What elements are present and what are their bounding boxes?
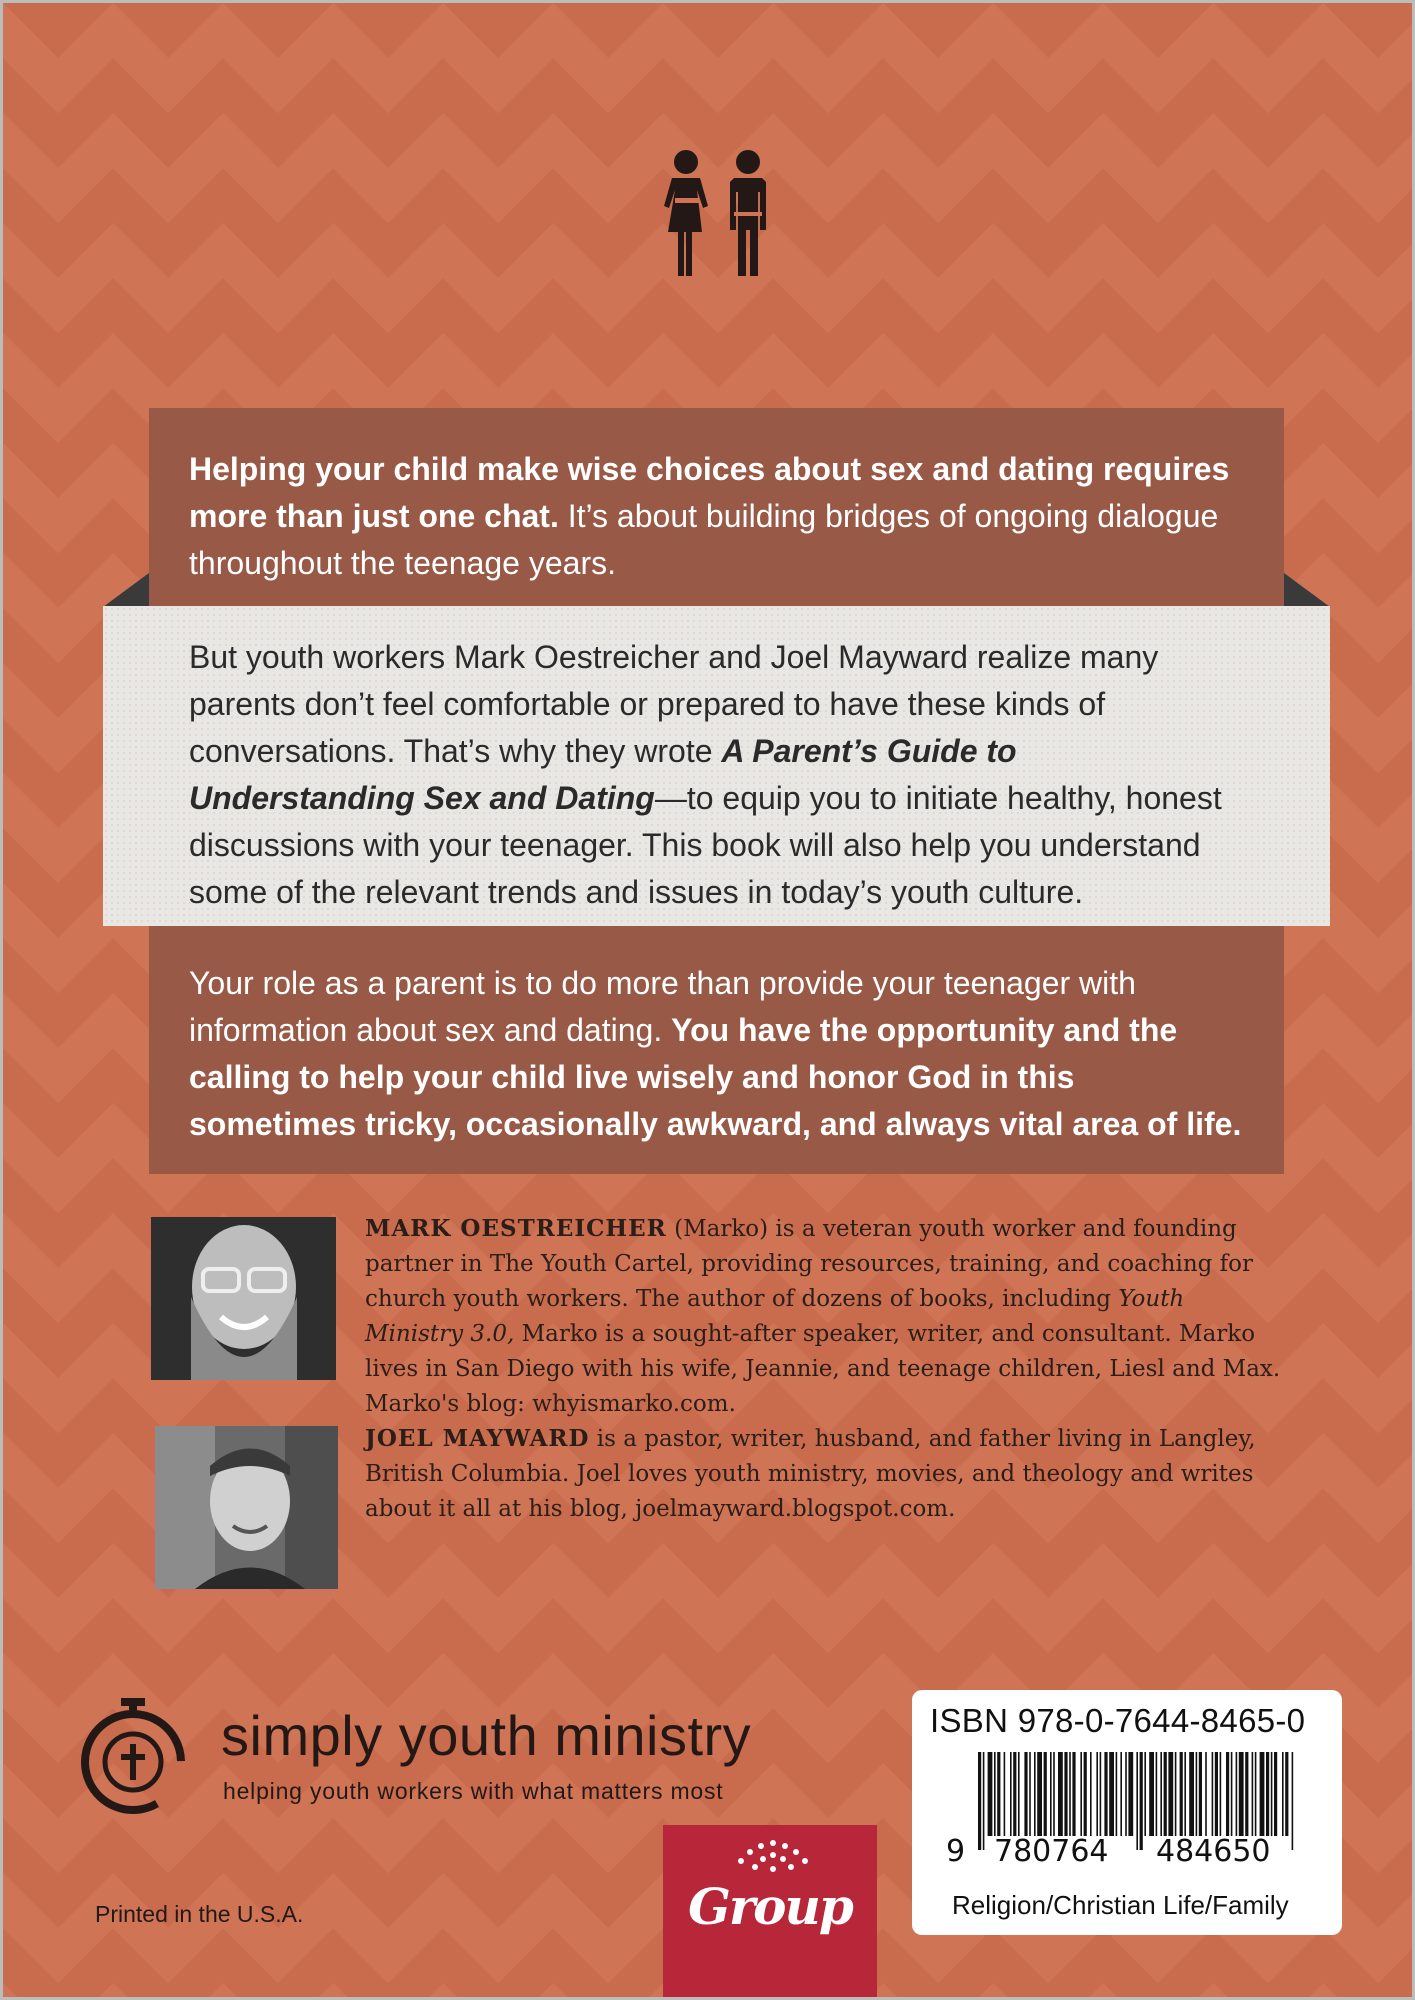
barcode-bar — [1144, 1752, 1146, 1836]
barcode-bar — [1189, 1752, 1194, 1836]
barcode-bar — [1226, 1752, 1229, 1836]
barcode-bar — [1058, 1752, 1063, 1836]
barcode-bar — [1168, 1752, 1173, 1836]
stopwatch-cross-icon — [71, 1696, 195, 1820]
barcode-bar — [1212, 1752, 1214, 1836]
barcode-bar — [988, 1752, 993, 1836]
barcode-bar — [1184, 1752, 1186, 1836]
barcode-bar — [1018, 1752, 1020, 1836]
barcode-bar — [1050, 1752, 1052, 1836]
barcode-bar — [1236, 1752, 1238, 1836]
barcode-bar — [1072, 1752, 1075, 1836]
group-logo — [663, 1825, 877, 1997]
barcode-bar — [1044, 1752, 1047, 1836]
barcode-bar — [1196, 1752, 1198, 1836]
barcode-bar — [1160, 1752, 1162, 1836]
paper-panel — [103, 606, 1330, 926]
author-name: MARK OESTREICHER — [365, 1215, 667, 1242]
barcode-bar — [1053, 1752, 1055, 1836]
barcode-bar — [1010, 1752, 1012, 1836]
bio-text: Marko is a sought-after speaker, writer, and consultant. Marko lives in San Diego with his wife, Jeannie, and teenage children, Liesl and Max. Marko's blog: whyismarko.com. — [365, 1321, 1281, 1417]
barcode-bar — [1084, 1752, 1087, 1836]
barcode-bar — [1274, 1752, 1277, 1836]
description-part2: —to equip you to initiate healthy, honest discussions with your teenager. This book will also help you understand some of the relevant trends and issues in today’s youth culture. — [189, 780, 1222, 910]
barcode-bar — [1136, 1752, 1138, 1850]
author-photo-mark — [151, 1217, 336, 1380]
barcode-bar — [1156, 1752, 1158, 1836]
barcode-bar — [1149, 1752, 1154, 1836]
barcode-bar — [1175, 1752, 1177, 1836]
barcode-bar — [1013, 1752, 1016, 1836]
barcode-bar — [1080, 1752, 1082, 1836]
barcode-bar — [1100, 1752, 1102, 1836]
publisher-tagline: helping youth workers with what matters most — [223, 1778, 724, 1804]
barcode-panel — [912, 1690, 1342, 1935]
barcode-digits-right: 484650 — [1156, 1834, 1271, 1869]
barcode-bar — [1029, 1752, 1031, 1836]
book-reference: Youth Ministry 3.0, — [365, 1286, 1185, 1347]
barcode-bar — [1109, 1752, 1114, 1836]
barcode-bar — [1245, 1752, 1248, 1836]
barcode-bar — [1180, 1752, 1183, 1836]
barcode-bar — [1164, 1752, 1167, 1836]
barcode-bar — [1255, 1752, 1257, 1836]
barcode-bar — [1069, 1752, 1071, 1836]
barcode-bar — [1282, 1752, 1284, 1836]
barcode-bar — [1285, 1752, 1288, 1836]
calling-part1: Your role as a parent is to do more than provide your teenager with information about sex and dating. — [189, 965, 1136, 1048]
barcode-bar — [1125, 1752, 1127, 1836]
author-name: JOEL MAYWARD — [365, 1425, 590, 1452]
barcode-bar — [1239, 1752, 1244, 1836]
barcode-bar — [1292, 1752, 1294, 1850]
description-part1: But youth workers Mark Oestreicher and Joel Mayward realize many parents don’t feel comfortable or prepared to have these kinds of conversations. That’s why they wrote — [189, 639, 1159, 769]
intro-panel — [149, 408, 1284, 606]
bio-text: is a pastor, writer, husband, and father living in Langley, British Columbia. Joel loves youth ministry, movies, and theology and writes about it all at his blog, joelmayward.blogspot.com. — [365, 1426, 1256, 1522]
barcode-bar — [1116, 1752, 1118, 1836]
barcode-bar — [1260, 1752, 1265, 1836]
barcode-bar — [1128, 1752, 1133, 1836]
intro-rest: It’s about building bridges of ongoing dialogue throughout the teenage years. — [189, 498, 1219, 581]
barcode-bar — [1140, 1752, 1143, 1850]
barcode-bar — [1215, 1752, 1218, 1836]
isbn-number: ISBN 978-0-7644-8465-0 — [930, 1702, 1306, 1739]
barcode-bar — [1096, 1752, 1098, 1836]
barcode-bar — [1104, 1752, 1107, 1836]
barcode-bar — [1220, 1752, 1222, 1836]
barcode-bar — [1266, 1752, 1269, 1836]
barcode-bar — [978, 1752, 981, 1850]
barcode-bar — [1120, 1752, 1122, 1836]
barcode-bar — [1064, 1752, 1067, 1836]
book-back-cover — [3, 3, 1412, 1997]
barcode-bar — [1231, 1752, 1233, 1836]
man-woman-icon — [648, 148, 788, 288]
printed-in: Printed in the U.S.A. — [95, 1901, 304, 1927]
barcode-bar — [1199, 1752, 1202, 1836]
barcode-bar — [994, 1752, 996, 1836]
barcode-bar — [1252, 1752, 1254, 1836]
group-wordmark: Group — [688, 1877, 852, 1936]
author-bio-joel — [365, 1421, 1285, 1527]
barcode-bar — [1024, 1752, 1027, 1836]
barcode-bar — [1004, 1752, 1006, 1836]
barcode-bar — [1205, 1752, 1207, 1836]
banner-fold-left — [103, 573, 149, 607]
calling-panel — [149, 926, 1284, 1174]
calling-bold: You have the opportunity and the calling to help your child live wisely and honor God in this sometimes tricky, occasionally awkward, and always vital area of life. — [189, 1012, 1242, 1142]
book-title: A Parent’s Guide to Understanding Sex and Dating — [189, 733, 1017, 816]
banner-fold-right — [1284, 573, 1330, 607]
intro-bold: Helping your child make wise choices about sex and dating requires more than just one chat. — [189, 451, 1230, 534]
barcode-bar — [983, 1752, 985, 1850]
author-bio-mark — [365, 1211, 1285, 1422]
barcode-bar — [997, 1752, 1000, 1836]
author-photo-joel — [155, 1426, 338, 1589]
book-category: Religion/Christian Life/Family — [952, 1890, 1289, 1920]
intro-text — [189, 446, 1244, 587]
publisher-name: simply youth ministry — [221, 1704, 752, 1767]
barcode-bar — [1034, 1752, 1036, 1836]
barcode-bar — [1271, 1752, 1273, 1836]
bio-text: (Marko) is a veteran youth worker and founding partner in The Youth Cartel, providing resources, training, and coaching for church youth workers. The author of dozens of books, including — [365, 1216, 1254, 1312]
barcode-digit-first: 9 — [946, 1834, 966, 1869]
barcode-bar — [1037, 1752, 1042, 1836]
barcode-bar — [1090, 1752, 1092, 1836]
description-text — [189, 634, 1244, 916]
calling-text — [189, 960, 1244, 1148]
barcode-digits-left: 780764 — [994, 1834, 1109, 1869]
